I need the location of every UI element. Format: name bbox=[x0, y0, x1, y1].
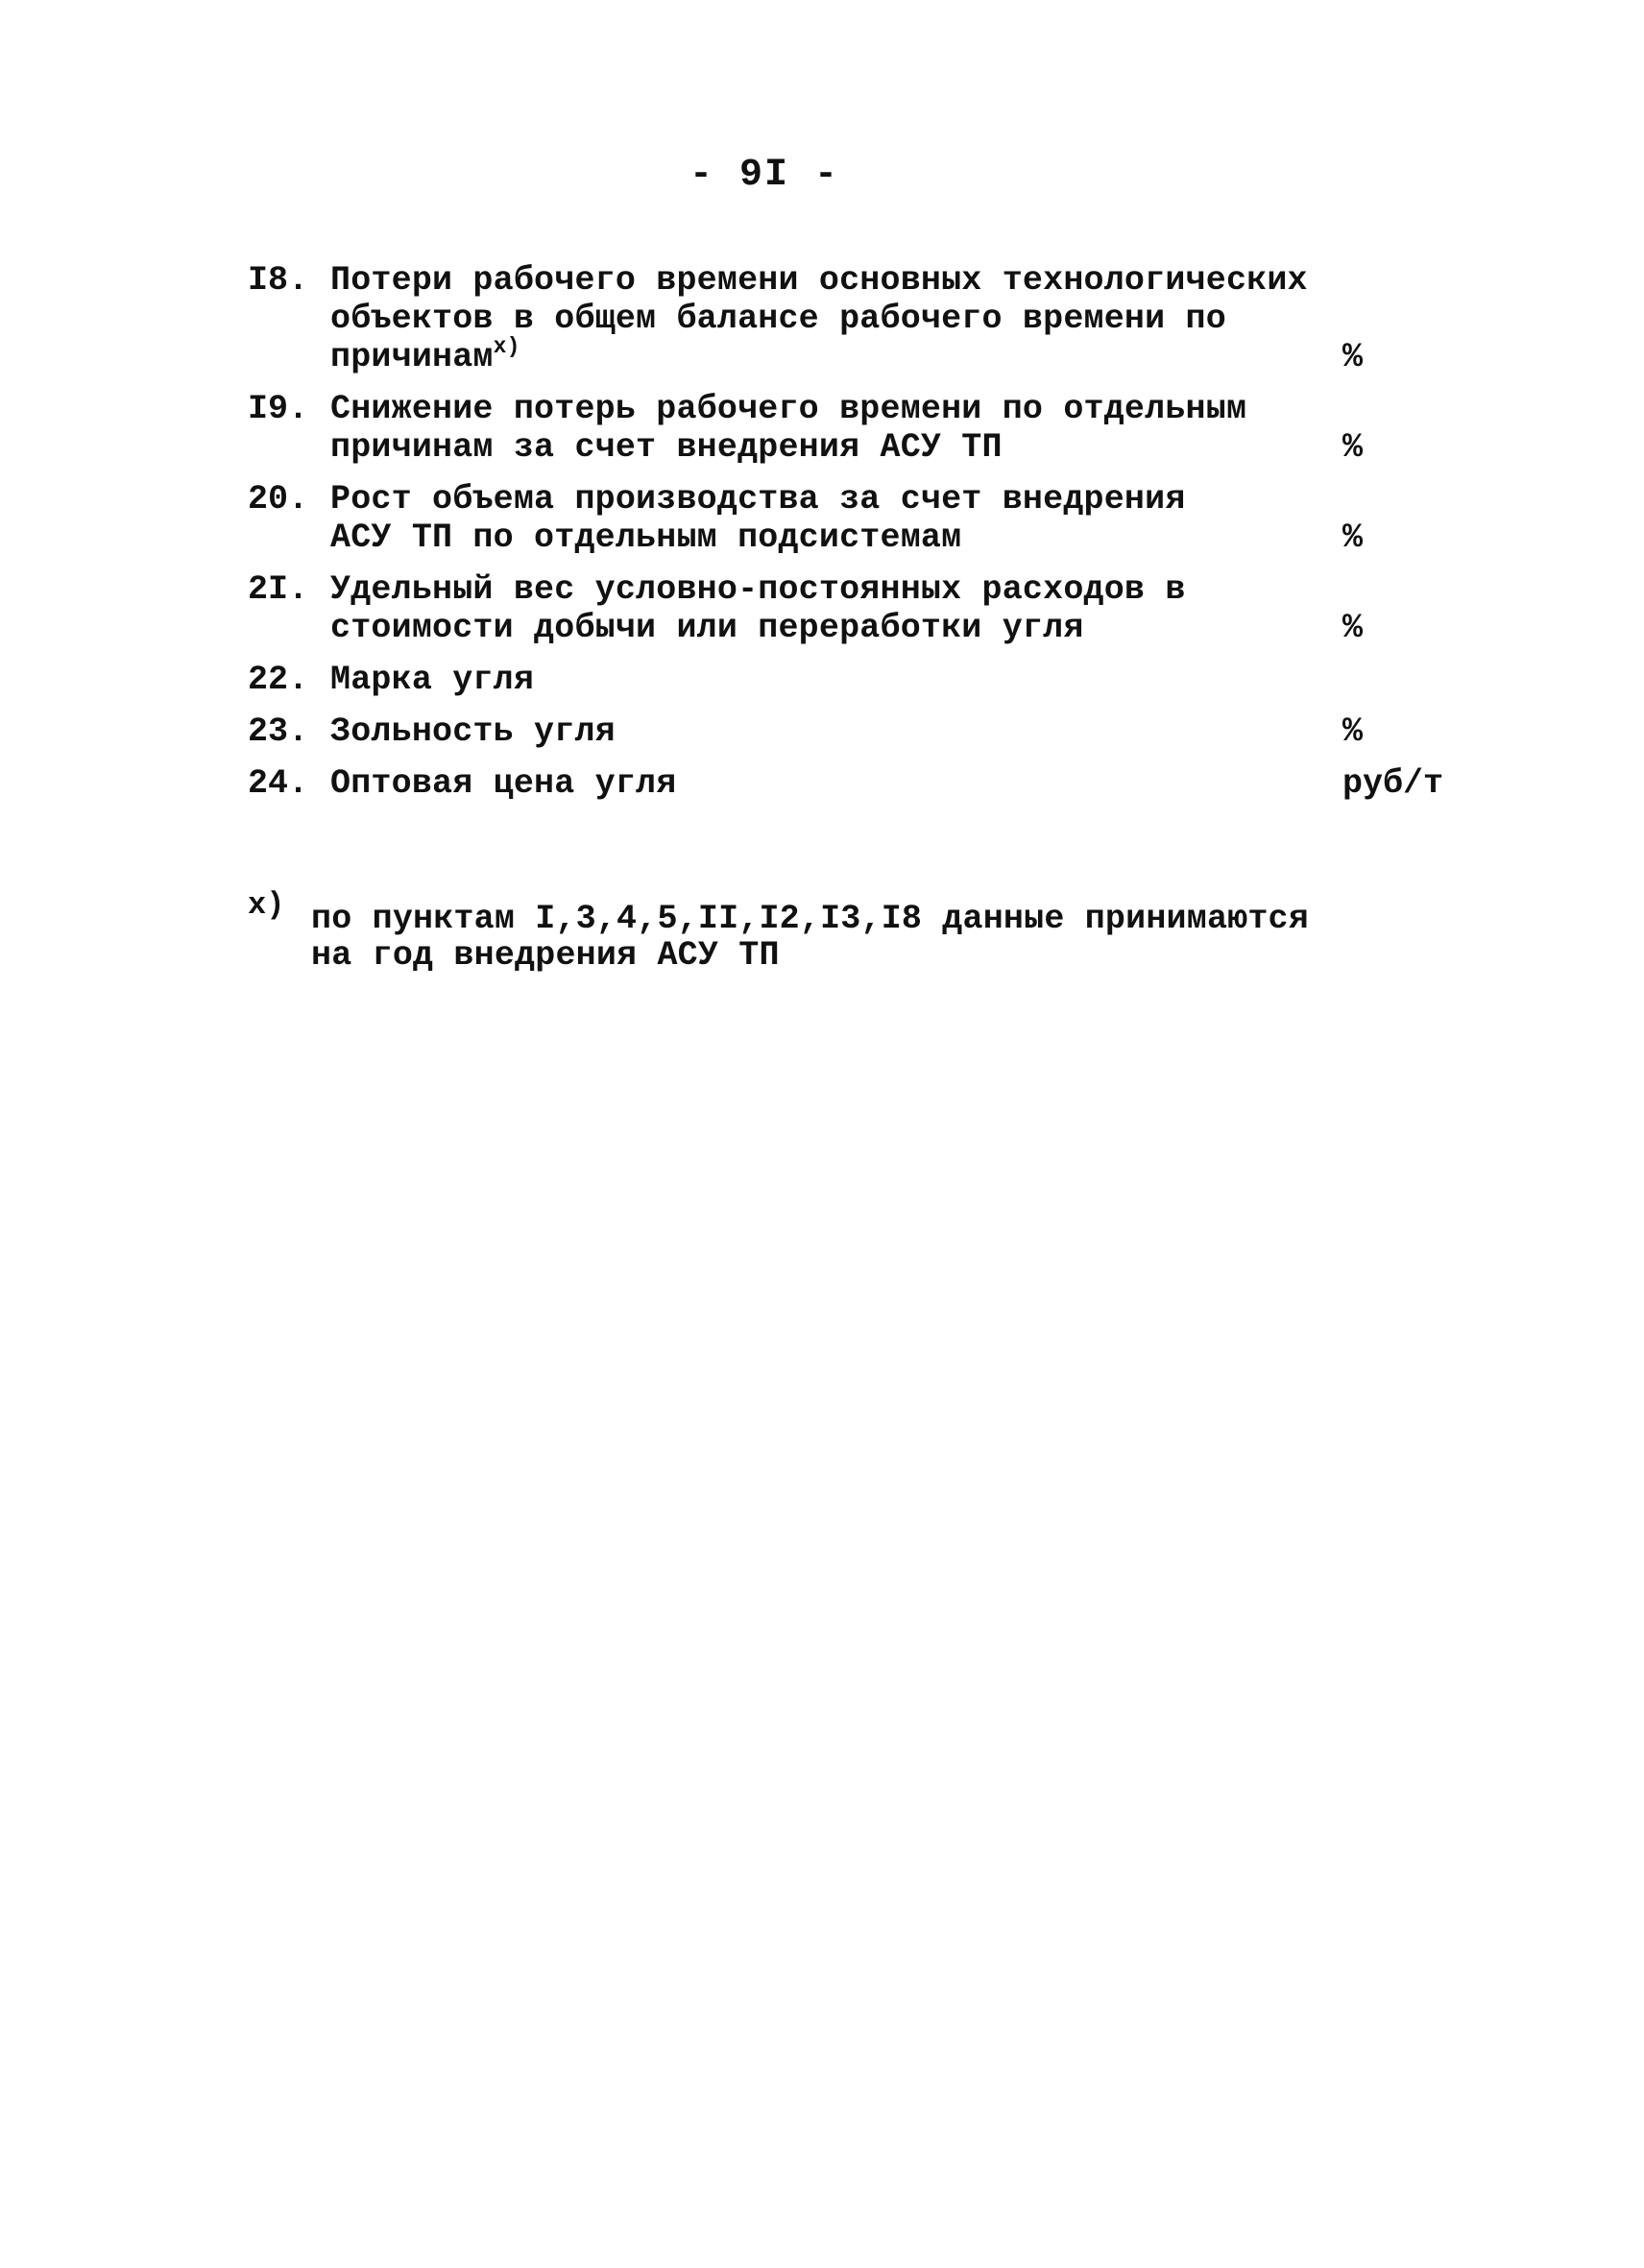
item-text bbox=[330, 661, 1348, 699]
item-line: АСУ ТП по отдельным подсистемам bbox=[330, 519, 962, 557]
item-text bbox=[330, 570, 1348, 647]
item-number: I8. bbox=[248, 261, 309, 300]
item-line: Удельный вес условно-постоянных расходов в bbox=[330, 570, 1186, 609]
list-item-19 bbox=[248, 390, 1458, 467]
footnote-reference: х) bbox=[493, 334, 520, 359]
item-line: Зольность угля bbox=[330, 712, 616, 751]
item-number: 20. bbox=[248, 480, 309, 519]
item-text bbox=[330, 480, 1348, 557]
item-line: Оптовая цена угля bbox=[330, 764, 677, 803]
unit-label: руб/т bbox=[1342, 764, 1444, 803]
list-item-20 bbox=[248, 480, 1458, 557]
item-line: Снижение потерь рабочего времени по отдельным bbox=[330, 390, 1247, 428]
item-line: стоимости добычи или переработки угля bbox=[330, 609, 1084, 647]
footnote-mark: х) bbox=[248, 887, 285, 923]
footnote bbox=[248, 887, 1400, 975]
item-number: 23. bbox=[248, 712, 309, 751]
footnote-line: по пунктам I,3,4,5,II,I2,I3,I8 данные принимаются bbox=[311, 900, 1309, 938]
unit-label: % bbox=[1342, 338, 1364, 376]
item-line-text: причинам bbox=[330, 338, 494, 376]
unit-label: % bbox=[1342, 609, 1364, 647]
indicator-list bbox=[248, 261, 1458, 816]
list-item-22 bbox=[248, 661, 1458, 699]
item-text bbox=[330, 764, 1348, 803]
item-line: Потери рабочего времени основных технологических bbox=[330, 261, 1308, 300]
item-text bbox=[330, 261, 1348, 376]
item-line: Рост объема производства за счет внедрения bbox=[330, 480, 1186, 519]
unit-label: % bbox=[1342, 428, 1364, 467]
footnote-line: на год внедрения АСУ ТП bbox=[311, 936, 780, 975]
item-line: объектов в общем балансе рабочего времени по bbox=[330, 300, 1226, 338]
item-line: Марка угля bbox=[330, 661, 535, 699]
list-item-23 bbox=[248, 712, 1458, 751]
item-text bbox=[330, 712, 1348, 751]
item-number: I9. bbox=[248, 390, 309, 428]
item-line: причинам за счет внедрения АСУ ТП bbox=[330, 428, 1003, 467]
list-item-24 bbox=[248, 764, 1458, 803]
list-item-18 bbox=[248, 261, 1458, 376]
footnote-text bbox=[311, 891, 1309, 974]
item-number: 22. bbox=[248, 661, 309, 699]
unit-label: % bbox=[1342, 519, 1364, 557]
list-item-21 bbox=[248, 570, 1458, 647]
item-number: 2I. bbox=[248, 570, 309, 609]
unit-label: % bbox=[1342, 712, 1364, 751]
item-number: 24. bbox=[248, 764, 309, 803]
page-number: - 9I - bbox=[689, 154, 840, 197]
item-line-with-note bbox=[330, 334, 1348, 376]
item-text bbox=[330, 390, 1348, 467]
